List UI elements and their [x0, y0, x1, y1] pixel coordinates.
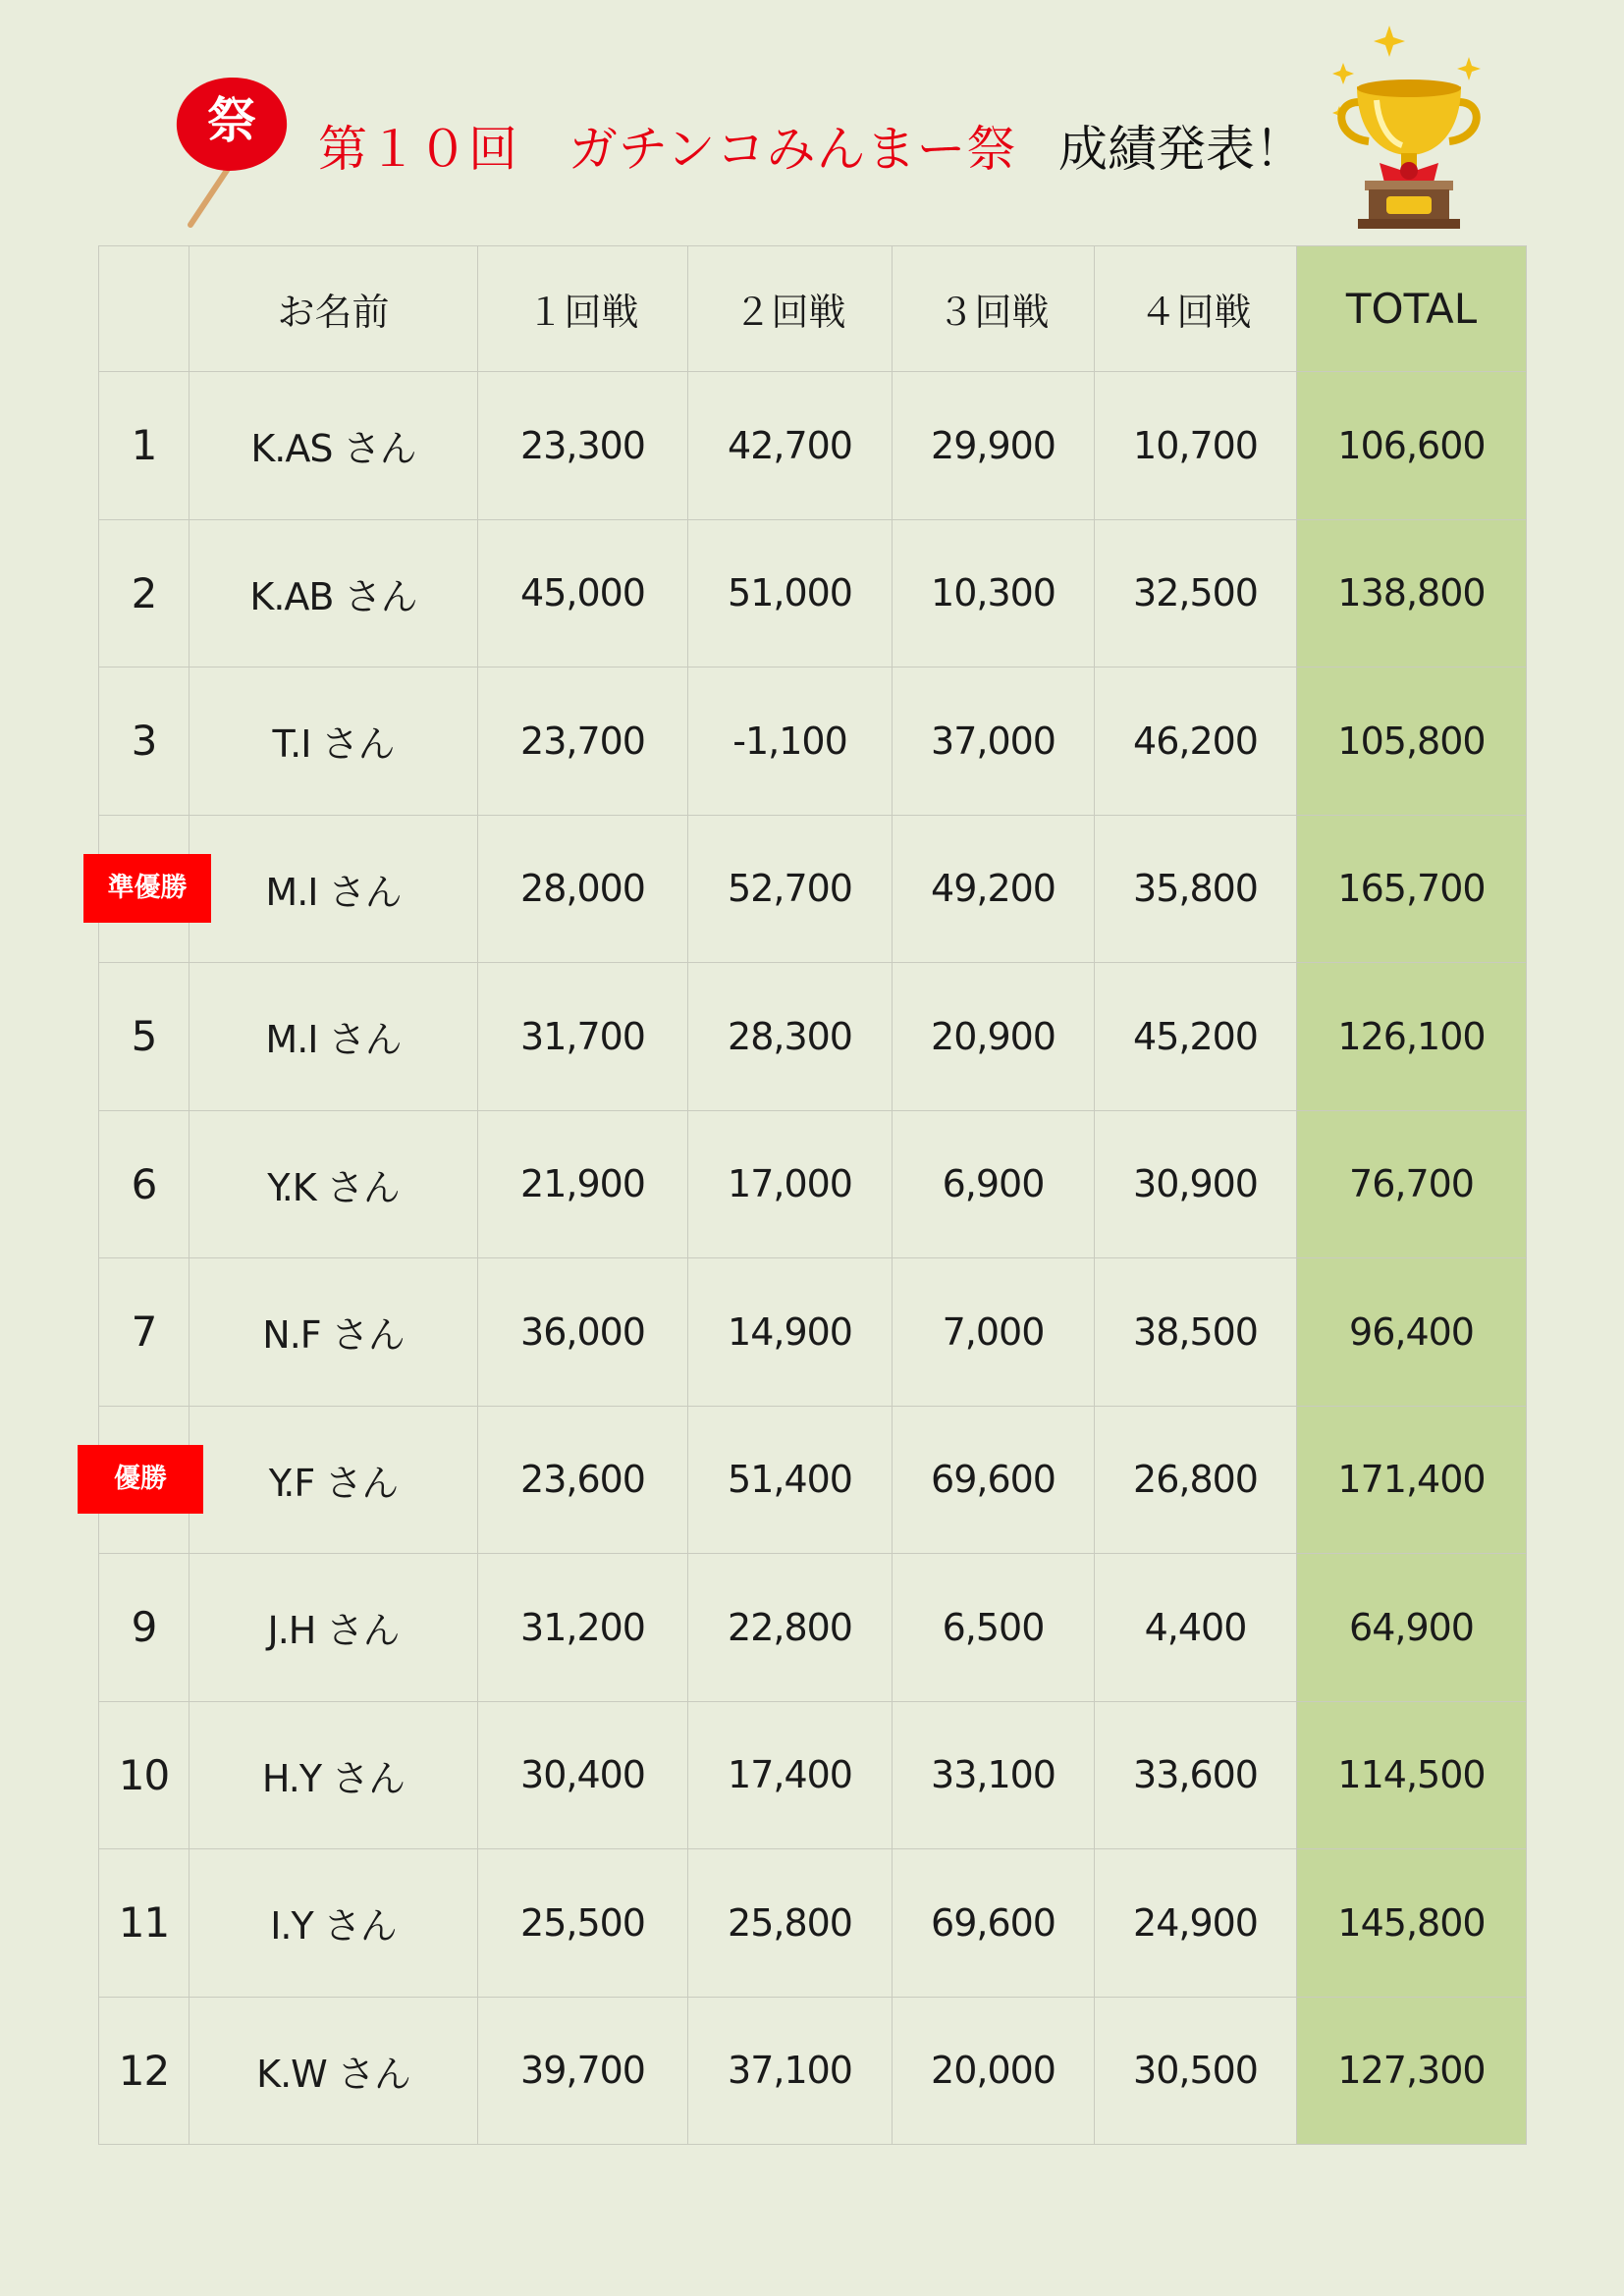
- round-4-cell: 45,200: [1095, 963, 1297, 1111]
- table-row: [99, 372, 1527, 520]
- round-3-cell: 37,000: [893, 667, 1095, 816]
- total-cell: 171,400: [1297, 1406, 1527, 1554]
- total-cell: 138,800: [1297, 519, 1527, 667]
- header-round-3: ３回戦: [893, 246, 1095, 372]
- table-row: [99, 1110, 1527, 1258]
- round-2-cell: 17,000: [688, 1110, 893, 1258]
- rank-cell: [99, 815, 189, 963]
- total-cell: 76,700: [1297, 1110, 1527, 1258]
- name-cell: M.I さん: [189, 963, 478, 1111]
- round-1-cell: 21,900: [478, 1110, 688, 1258]
- round-4-cell: 33,600: [1095, 1701, 1297, 1849]
- trophy-icon: [1326, 18, 1492, 234]
- name-cell: H.Y さん: [189, 1701, 478, 1849]
- rank-cell: 11: [99, 1849, 189, 1998]
- total-cell: 64,900: [1297, 1554, 1527, 1702]
- round-2-cell: 52,700: [688, 815, 893, 963]
- total-cell: 126,100: [1297, 963, 1527, 1111]
- round-3-cell: 69,600: [893, 1849, 1095, 1998]
- total-cell: 96,400: [1297, 1258, 1527, 1407]
- name-cell: M.I さん: [189, 815, 478, 963]
- name-cell: J.H さん: [189, 1554, 478, 1702]
- header-rank: [99, 246, 189, 372]
- table-row: [99, 1701, 1527, 1849]
- rank-cell: 1: [99, 372, 189, 520]
- round-1-cell: 23,600: [478, 1406, 688, 1554]
- header-round-2: ２回戦: [688, 246, 893, 372]
- table-row: [99, 963, 1527, 1111]
- name-cell: N.F さん: [189, 1258, 478, 1407]
- round-3-cell: 20,900: [893, 963, 1095, 1111]
- round-3-cell: 6,900: [893, 1110, 1095, 1258]
- rank-cell: 6: [99, 1110, 189, 1258]
- runner-up-badge: 準優勝: [83, 854, 211, 923]
- name-cell: Y.K さん: [189, 1110, 478, 1258]
- round-4-cell: 32,500: [1095, 519, 1297, 667]
- round-4-cell: 30,500: [1095, 1997, 1297, 2145]
- rank-cell: 3: [99, 667, 189, 816]
- round-4-cell: 35,800: [1095, 815, 1297, 963]
- round-4-cell: 30,900: [1095, 1110, 1297, 1258]
- total-cell: 114,500: [1297, 1701, 1527, 1849]
- rank-cell: 9: [99, 1554, 189, 1702]
- winner-badge: 優勝: [78, 1445, 203, 1514]
- table-row: [99, 667, 1527, 816]
- round-1-cell: 31,700: [478, 963, 688, 1111]
- rank-cell: 12: [99, 1997, 189, 2145]
- total-cell: 127,300: [1297, 1997, 1527, 2145]
- round-4-cell: 46,200: [1095, 667, 1297, 816]
- name-cell: K.AB さん: [189, 519, 478, 667]
- name-cell: K.AS さん: [189, 372, 478, 520]
- results-table: [98, 245, 1527, 2145]
- round-2-cell: 28,300: [688, 963, 893, 1111]
- table-row: [99, 519, 1527, 667]
- round-3-cell: 20,000: [893, 1997, 1095, 2145]
- round-2-cell: 51,000: [688, 519, 893, 667]
- table-row: [99, 1849, 1527, 1998]
- round-2-cell: 14,900: [688, 1258, 893, 1407]
- round-4-cell: 4,400: [1095, 1554, 1297, 1702]
- round-4-cell: 38,500: [1095, 1258, 1297, 1407]
- table-row: [99, 1554, 1527, 1702]
- page-subtitle: 成績発表！: [1058, 121, 1304, 178]
- round-3-cell: 33,100: [893, 1701, 1095, 1849]
- rank-cell: 10: [99, 1701, 189, 1849]
- total-cell: 145,800: [1297, 1849, 1527, 1998]
- table-row: [99, 1997, 1527, 2145]
- round-1-cell: 45,000: [478, 519, 688, 667]
- round-2-cell: 25,800: [688, 1849, 893, 1998]
- table-header-row: [99, 246, 1527, 372]
- round-2-cell: 42,700: [688, 372, 893, 520]
- name-cell: K.W さん: [189, 1997, 478, 2145]
- round-1-cell: 36,000: [478, 1258, 688, 1407]
- round-1-cell: 30,400: [478, 1701, 688, 1849]
- total-cell: 105,800: [1297, 667, 1527, 816]
- round-2-cell: 17,400: [688, 1701, 893, 1849]
- round-3-cell: 49,200: [893, 815, 1095, 963]
- round-1-cell: 25,500: [478, 1849, 688, 1998]
- rank-cell: 7: [99, 1258, 189, 1407]
- round-1-cell: 39,700: [478, 1997, 688, 2145]
- round-2-cell: 51,400: [688, 1406, 893, 1554]
- round-1-cell: 31,200: [478, 1554, 688, 1702]
- round-1-cell: 23,700: [478, 667, 688, 816]
- header-round-1: １回戦: [478, 246, 688, 372]
- round-4-cell: 10,700: [1095, 372, 1297, 520]
- table-row: [99, 1258, 1527, 1407]
- round-2-cell: 37,100: [688, 1997, 893, 2145]
- page-header: [0, 0, 1624, 245]
- round-2-cell-negative: -1,100: [688, 667, 893, 816]
- round-1-cell: 23,300: [478, 372, 688, 520]
- total-cell: 106,600: [1297, 372, 1527, 520]
- name-cell: Y.F さん: [189, 1406, 478, 1554]
- round-3-cell: 7,000: [893, 1258, 1095, 1407]
- header-round-4: ４回戦: [1095, 246, 1297, 372]
- table-row-runner-up: [99, 815, 1527, 963]
- round-3-cell: 69,600: [893, 1406, 1095, 1554]
- round-3-cell: 10,300: [893, 519, 1095, 667]
- name-cell: T.I さん: [189, 667, 478, 816]
- rank-cell: 2: [99, 519, 189, 667]
- round-4-cell: 24,900: [1095, 1849, 1297, 1998]
- rank-cell: 5: [99, 963, 189, 1111]
- header-name: お名前: [189, 246, 478, 372]
- table-row-winner: [99, 1406, 1527, 1554]
- header-total: TOTAL: [1297, 246, 1527, 372]
- total-cell: 165,700: [1297, 815, 1527, 963]
- fan-label: 祭: [207, 92, 256, 149]
- rank-cell: [99, 1406, 189, 1554]
- name-cell: I.Y さん: [189, 1849, 478, 1998]
- round-4-cell: 26,800: [1095, 1406, 1297, 1554]
- round-2-cell: 22,800: [688, 1554, 893, 1702]
- round-1-cell: 28,000: [478, 815, 688, 963]
- uchiwa-fan-icon: [169, 73, 297, 230]
- round-3-cell: 6,500: [893, 1554, 1095, 1702]
- page-title: 第１０回 ガチンコみんまー祭: [318, 121, 1017, 178]
- round-3-cell: 29,900: [893, 372, 1095, 520]
